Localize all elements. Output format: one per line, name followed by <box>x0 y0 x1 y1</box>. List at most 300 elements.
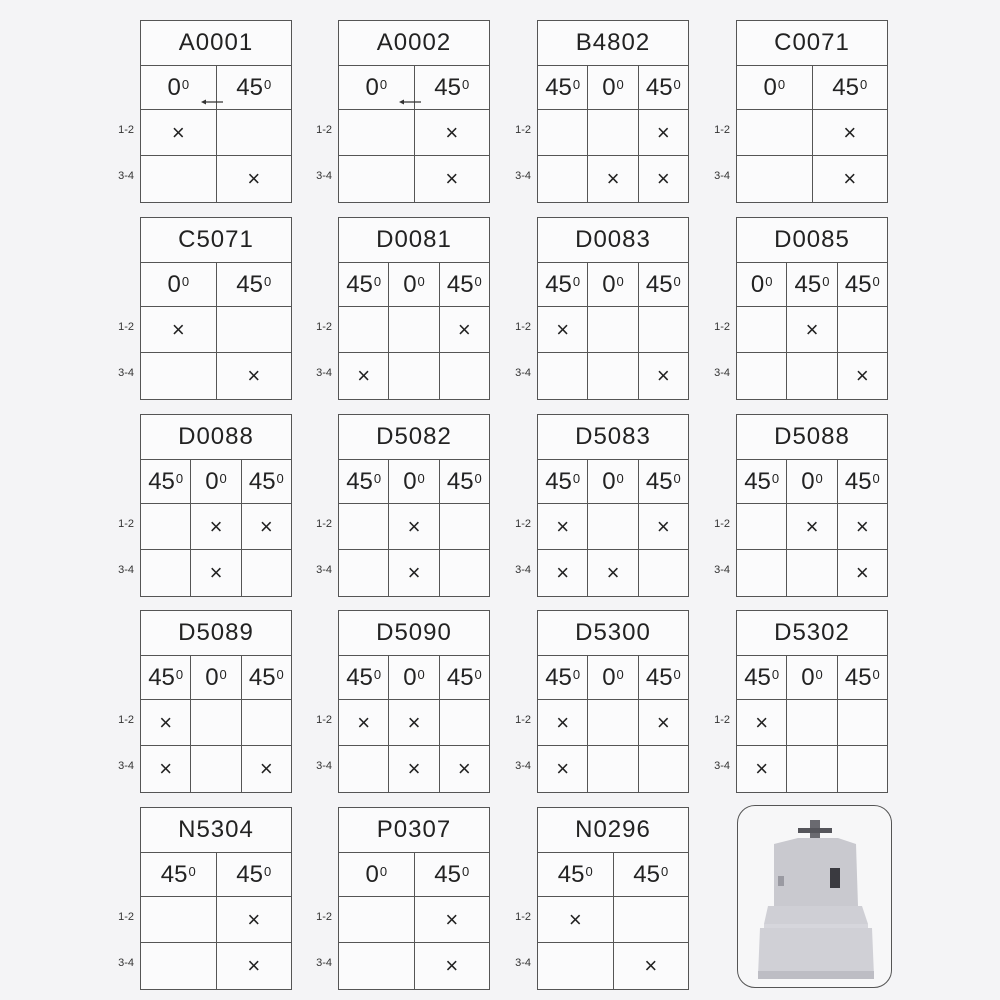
contact-closed-cell <box>191 550 241 596</box>
contact-closed-cell <box>737 746 787 792</box>
table-title: A0002 <box>339 21 489 66</box>
contact-row-3-4 <box>538 550 688 596</box>
contact-row-1-2 <box>141 504 291 550</box>
contact-row-1-2 <box>737 307 887 353</box>
angle-header-cell: 0 $^0$ <box>389 460 439 503</box>
degree-symbol: 0 <box>765 274 773 289</box>
x-mark-icon: × <box>656 513 670 539</box>
switch-table-d5088 <box>736 414 888 597</box>
contact-closed-cell <box>838 550 887 596</box>
degree-symbol: 0 <box>673 471 681 486</box>
degree-symbol: 0 <box>673 77 681 92</box>
degree-symbol: 0 <box>771 471 780 486</box>
degree-symbol: 0 <box>572 471 581 486</box>
angle-header-cell: 45 $^0$ <box>446 663 482 691</box>
contact-closed-cell <box>639 700 688 745</box>
product-photo <box>737 805 892 988</box>
row-label-3-4: 3-4 <box>515 367 531 379</box>
degree-symbol: 0 <box>872 274 880 289</box>
x-mark-icon: × <box>259 756 273 781</box>
angle-header-row <box>339 853 489 897</box>
angle-header-cell: 0 $^0$ <box>588 263 638 306</box>
row-label-1-2: 1-2 <box>118 518 134 530</box>
row-label-1-2: 1-2 <box>515 518 531 530</box>
contact-closed-cell <box>415 110 490 155</box>
contact-closed-cell <box>813 110 888 155</box>
contact-open-cell <box>389 353 439 399</box>
contact-closed-cell <box>191 504 241 549</box>
angle-header-cell: 45 $^0$ <box>538 853 614 896</box>
switch-table-d5302 <box>736 610 888 793</box>
contact-closed-cell <box>415 943 490 989</box>
row-label-1-2: 1-2 <box>118 321 134 333</box>
angle-header-cell: 0 $^0$ <box>787 656 837 699</box>
angle-header-cell: 45 $^0$ <box>141 853 217 896</box>
switch-table-d0085 <box>736 217 888 400</box>
row-label-3-4: 3-4 <box>316 760 332 772</box>
contact-row-3-4 <box>141 550 291 596</box>
table-title: A0001 <box>141 21 291 66</box>
degree-symbol: 0 <box>673 274 681 289</box>
angle-header-cell: 45 $^0$ <box>645 73 681 101</box>
angle-header-cell: 0 $^0$ <box>191 656 241 699</box>
row-label-3-4: 3-4 <box>316 367 332 379</box>
angle-header-row <box>737 460 887 504</box>
contact-open-cell <box>339 504 389 549</box>
contact-closed-cell <box>538 307 588 352</box>
row-label-3-4: 3-4 <box>118 957 134 969</box>
contact-row-1-2 <box>538 897 688 943</box>
degree-symbol: 0 <box>175 667 184 682</box>
contact-open-cell <box>787 746 837 792</box>
x-mark-icon: × <box>247 906 261 932</box>
contact-closed-cell <box>538 746 588 792</box>
x-mark-icon: × <box>606 560 620 585</box>
degree-symbol: 0 <box>417 471 425 486</box>
angle-header-row <box>141 656 291 700</box>
angle-header-cell: 45 $^0$ <box>248 663 284 691</box>
contact-row-3-4 <box>141 156 291 202</box>
angle-header-row <box>339 460 489 504</box>
contact-row-1-2 <box>339 700 489 746</box>
x-mark-icon: × <box>171 316 185 342</box>
degree-symbol: 0 <box>673 667 681 682</box>
table-title: D0085 <box>737 218 887 263</box>
angle-header-cell: 45 $^0$ <box>434 860 470 888</box>
contact-closed-cell <box>838 353 887 399</box>
contact-closed-cell <box>787 504 837 549</box>
angle-header-cell: 45 $^0$ <box>844 270 880 298</box>
row-label-3-4: 3-4 <box>515 957 531 969</box>
contact-row-1-2 <box>538 504 688 550</box>
contact-row-3-4 <box>538 943 688 989</box>
contact-row-1-2 <box>141 700 291 746</box>
contact-open-cell <box>588 504 638 549</box>
contact-open-cell <box>339 110 415 155</box>
degree-symbol: 0 <box>660 864 669 879</box>
x-mark-icon: × <box>445 953 459 978</box>
angle-header-cell: 45 $^0$ <box>339 263 389 306</box>
contact-row-1-2 <box>737 110 887 156</box>
contact-open-cell <box>588 307 638 352</box>
x-mark-icon: × <box>556 316 570 342</box>
contact-row-3-4 <box>737 156 887 202</box>
row-label-1-2: 1-2 <box>316 911 332 923</box>
contact-row-3-4 <box>339 353 489 399</box>
angle-header-row <box>339 66 489 110</box>
contact-row-1-2 <box>737 700 887 746</box>
x-mark-icon: × <box>357 363 371 388</box>
table-title: D0088 <box>141 415 291 460</box>
contact-open-cell <box>838 746 887 792</box>
row-label-1-2: 1-2 <box>316 124 332 136</box>
table-title: D5090 <box>339 611 489 656</box>
contact-closed-cell <box>217 943 292 989</box>
contact-open-cell <box>217 307 292 352</box>
row-label-1-2: 1-2 <box>714 518 730 530</box>
angle-header-cell: 45 $^0$ <box>538 263 588 306</box>
contact-open-cell <box>440 504 489 549</box>
angle-header-cell: 45 $^0$ <box>645 467 681 495</box>
switch-table-d0083 <box>537 217 689 400</box>
x-mark-icon: × <box>159 709 173 735</box>
contact-open-cell <box>538 110 588 155</box>
switch-table-p0307 <box>338 807 490 990</box>
degree-symbol: 0 <box>263 864 272 879</box>
angle-header-row <box>737 656 887 700</box>
degree-symbol: 0 <box>572 274 581 289</box>
contact-row-3-4 <box>141 943 291 989</box>
degree-symbol: 0 <box>616 77 624 92</box>
contact-closed-cell <box>415 897 490 942</box>
contact-row-3-4 <box>141 353 291 399</box>
switch-table-d5083 <box>537 414 689 597</box>
row-label-1-2: 1-2 <box>714 321 730 333</box>
contact-open-cell <box>614 897 689 942</box>
contact-open-cell <box>339 156 415 202</box>
x-mark-icon: × <box>457 756 471 781</box>
row-label-1-2: 1-2 <box>118 714 134 726</box>
degree-symbol: 0 <box>263 77 272 92</box>
contact-closed-cell <box>141 110 217 155</box>
contact-row-3-4 <box>141 746 291 792</box>
contact-closed-cell <box>141 700 191 745</box>
angle-header-cell: 45 $^0$ <box>645 270 681 298</box>
contact-closed-cell <box>217 156 292 202</box>
contact-row-3-4 <box>737 550 887 596</box>
x-mark-icon: × <box>755 709 769 735</box>
contact-closed-cell <box>141 746 191 792</box>
x-mark-icon: × <box>855 513 869 539</box>
angle-header-cell: 45 $^0$ <box>538 66 588 109</box>
contact-closed-cell <box>538 550 588 596</box>
contact-open-cell <box>588 353 638 399</box>
degree-symbol: 0 <box>373 667 382 682</box>
contact-closed-cell <box>217 353 292 399</box>
angle-header-row <box>141 66 291 110</box>
x-mark-icon: × <box>556 709 570 735</box>
degree-symbol: 0 <box>474 667 482 682</box>
angle-header-cell: 45 $^0$ <box>645 663 681 691</box>
x-mark-icon: × <box>843 119 857 145</box>
rotary-switch-image-icon <box>738 806 892 988</box>
row-label-1-2: 1-2 <box>118 124 134 136</box>
table-title: C5071 <box>141 218 291 263</box>
degree-symbol: 0 <box>263 274 272 289</box>
contact-open-cell <box>440 353 489 399</box>
angle-header-row <box>538 66 688 110</box>
degree-symbol: 0 <box>276 667 284 682</box>
x-mark-icon: × <box>407 756 421 781</box>
contact-row-1-2 <box>141 110 291 156</box>
degree-symbol: 0 <box>616 274 624 289</box>
degree-symbol: 0 <box>777 77 786 92</box>
contact-open-cell <box>737 307 787 352</box>
switch-table-d0081 <box>338 217 490 400</box>
contact-closed-cell <box>838 504 887 549</box>
contact-closed-cell <box>813 156 888 202</box>
x-mark-icon: × <box>656 119 670 145</box>
contact-closed-cell <box>415 156 490 202</box>
row-label-3-4: 3-4 <box>515 564 531 576</box>
degree-symbol: 0 <box>417 667 425 682</box>
contact-row-1-2 <box>141 897 291 943</box>
angle-header-cell: 0 $^0$ <box>737 66 813 109</box>
angle-header-cell: 0 $^0$ <box>141 66 217 109</box>
row-label-3-4: 3-4 <box>316 957 332 969</box>
angle-header-cell: 0 $^0$ <box>588 66 638 109</box>
contact-open-cell <box>838 307 887 352</box>
x-mark-icon: × <box>805 316 819 342</box>
angle-header-row <box>141 263 291 307</box>
contact-open-cell <box>737 110 813 155</box>
table-title: D5083 <box>538 415 688 460</box>
contact-row-3-4 <box>538 156 688 202</box>
degree-symbol: 0 <box>219 667 227 682</box>
angle-header-cell: 45 $^0$ <box>339 656 389 699</box>
angle-header-cell: 45 $^0$ <box>415 66 490 109</box>
contact-open-cell <box>787 700 837 745</box>
contact-open-cell <box>339 550 389 596</box>
angle-header-row <box>538 656 688 700</box>
table-title: D0081 <box>339 218 489 263</box>
degree-symbol: 0 <box>181 274 190 289</box>
switch-table-d5300 <box>537 610 689 793</box>
angle-header-cell: 0 $^0$ <box>737 263 787 306</box>
switch-table-n5304 <box>140 807 292 990</box>
table-title: N5304 <box>141 808 291 853</box>
angle-header-cell: 45 $^0$ <box>236 270 272 298</box>
row-label-3-4: 3-4 <box>118 367 134 379</box>
contact-open-cell <box>339 746 389 792</box>
angle-header-cell: 45 $^0$ <box>236 860 272 888</box>
degree-symbol: 0 <box>175 471 184 486</box>
contact-open-cell <box>339 943 415 989</box>
angle-header-cell: 45 $^0$ <box>446 467 482 495</box>
angle-header-row <box>339 263 489 307</box>
angle-header-cell: 0 $^0$ <box>389 656 439 699</box>
table-title: P0307 <box>339 808 489 853</box>
contact-row-3-4 <box>538 353 688 399</box>
contact-closed-cell <box>339 700 389 745</box>
contact-row-1-2 <box>538 700 688 746</box>
contact-row-1-2 <box>339 897 489 943</box>
table-title: D5300 <box>538 611 688 656</box>
angle-header-cell: 45 $^0$ <box>737 460 787 503</box>
x-mark-icon: × <box>159 756 173 781</box>
angle-header-cell: 0 $^0$ <box>339 853 415 896</box>
switch-table-b4802 <box>537 20 689 203</box>
row-label-3-4: 3-4 <box>118 170 134 182</box>
x-mark-icon: × <box>445 906 459 932</box>
angle-header-cell: 45 $^0$ <box>248 467 284 495</box>
x-mark-icon: × <box>407 560 421 585</box>
switch-table-d5090 <box>338 610 490 793</box>
contact-closed-cell <box>639 353 688 399</box>
row-label-3-4: 3-4 <box>515 760 531 772</box>
table-title: D5089 <box>141 611 291 656</box>
contact-row-1-2 <box>737 504 887 550</box>
degree-symbol: 0 <box>188 864 196 879</box>
contact-closed-cell <box>389 700 439 745</box>
degree-symbol: 0 <box>771 667 780 682</box>
contact-closed-cell <box>639 156 688 202</box>
row-label-1-2: 1-2 <box>515 124 531 136</box>
switch-table-a0001 <box>140 20 292 203</box>
degree-symbol: 0 <box>379 864 388 879</box>
contact-open-cell <box>141 897 217 942</box>
angle-header-cell: 0 $^0$ <box>588 460 638 503</box>
contact-open-cell <box>141 504 191 549</box>
angle-header-cell: 0 $^0$ <box>191 460 241 503</box>
switch-table-c5071 <box>140 217 292 400</box>
x-mark-icon: × <box>407 513 421 539</box>
row-label-1-2: 1-2 <box>316 714 332 726</box>
contact-closed-cell <box>339 353 389 399</box>
row-label-3-4: 3-4 <box>714 170 730 182</box>
angle-header-cell: 45 $^0$ <box>339 460 389 503</box>
contact-open-cell <box>838 700 887 745</box>
x-mark-icon: × <box>656 166 670 191</box>
x-mark-icon: × <box>171 119 185 145</box>
angle-header-row <box>141 460 291 504</box>
contact-open-cell <box>588 700 638 745</box>
contact-closed-cell <box>538 700 588 745</box>
x-mark-icon: × <box>805 513 819 539</box>
degree-symbol: 0 <box>474 471 482 486</box>
row-label-3-4: 3-4 <box>316 564 332 576</box>
row-label-3-4: 3-4 <box>316 170 332 182</box>
degree-symbol: 0 <box>276 471 284 486</box>
angle-header-cell: 45 $^0$ <box>844 467 880 495</box>
degree-symbol: 0 <box>859 77 868 92</box>
x-mark-icon: × <box>247 166 261 191</box>
x-mark-icon: × <box>457 316 471 342</box>
contact-closed-cell <box>440 307 489 352</box>
row-label-3-4: 3-4 <box>714 564 730 576</box>
angle-header-cell: 0 $^0$ <box>339 66 415 109</box>
contact-open-cell <box>538 943 614 989</box>
angle-header-row <box>538 263 688 307</box>
row-label-1-2: 1-2 <box>316 321 332 333</box>
contact-open-cell <box>787 353 837 399</box>
angle-header-row <box>538 460 688 504</box>
angle-header-cell: 45 $^0$ <box>832 73 868 101</box>
x-mark-icon: × <box>606 166 620 191</box>
degree-symbol: 0 <box>379 77 388 92</box>
table-title: B4802 <box>538 21 688 66</box>
contact-open-cell <box>538 353 588 399</box>
x-mark-icon: × <box>445 119 459 145</box>
x-mark-icon: × <box>407 709 421 735</box>
row-label-3-4: 3-4 <box>118 760 134 772</box>
contact-open-cell <box>737 353 787 399</box>
contact-row-3-4 <box>737 353 887 399</box>
switch-table-d5089 <box>140 610 292 793</box>
contact-closed-cell <box>389 504 439 549</box>
contact-open-cell <box>588 746 638 792</box>
contact-closed-cell <box>389 550 439 596</box>
contact-closed-cell <box>440 746 489 792</box>
x-mark-icon: × <box>644 953 658 978</box>
contact-row-3-4 <box>737 746 887 792</box>
contact-closed-cell <box>588 156 638 202</box>
row-label-1-2: 1-2 <box>714 714 730 726</box>
contact-open-cell <box>242 700 291 745</box>
contact-row-1-2 <box>339 110 489 156</box>
contact-closed-cell <box>639 110 688 155</box>
degree-symbol: 0 <box>219 471 227 486</box>
degree-symbol: 0 <box>417 274 425 289</box>
degree-symbol: 0 <box>872 471 880 486</box>
table-title: D0083 <box>538 218 688 263</box>
row-label-1-2: 1-2 <box>714 124 730 136</box>
degree-symbol: 0 <box>616 471 624 486</box>
switch-table-c0071 <box>736 20 888 203</box>
x-mark-icon: × <box>656 363 670 388</box>
switch-table-a0002 <box>338 20 490 203</box>
contact-open-cell <box>339 897 415 942</box>
angle-header-cell: 45 $^0$ <box>538 460 588 503</box>
x-mark-icon: × <box>209 513 223 539</box>
row-label-3-4: 3-4 <box>714 367 730 379</box>
angle-header-cell: 0 $^0$ <box>787 460 837 503</box>
angle-header-row <box>538 853 688 897</box>
degree-symbol: 0 <box>815 471 823 486</box>
switch-table-d5082 <box>338 414 490 597</box>
angle-header-cell: 45 $^0$ <box>141 460 191 503</box>
contact-open-cell <box>141 156 217 202</box>
degree-symbol: 0 <box>572 77 581 92</box>
x-mark-icon: × <box>556 513 570 539</box>
contact-closed-cell <box>217 897 292 942</box>
x-mark-icon: × <box>855 363 869 388</box>
contact-open-cell <box>440 550 489 596</box>
x-mark-icon: × <box>247 953 261 978</box>
contact-row-3-4 <box>339 156 489 202</box>
degree-symbol: 0 <box>872 667 880 682</box>
table-title: C0071 <box>737 21 887 66</box>
contact-open-cell <box>191 746 241 792</box>
contact-open-cell <box>538 156 588 202</box>
contact-closed-cell <box>614 943 689 989</box>
angle-header-cell: 45 $^0$ <box>787 263 837 306</box>
degree-symbol: 0 <box>585 864 593 879</box>
degree-symbol: 0 <box>572 667 581 682</box>
contact-closed-cell <box>787 307 837 352</box>
contact-row-3-4 <box>538 746 688 792</box>
contact-row-1-2 <box>538 307 688 353</box>
